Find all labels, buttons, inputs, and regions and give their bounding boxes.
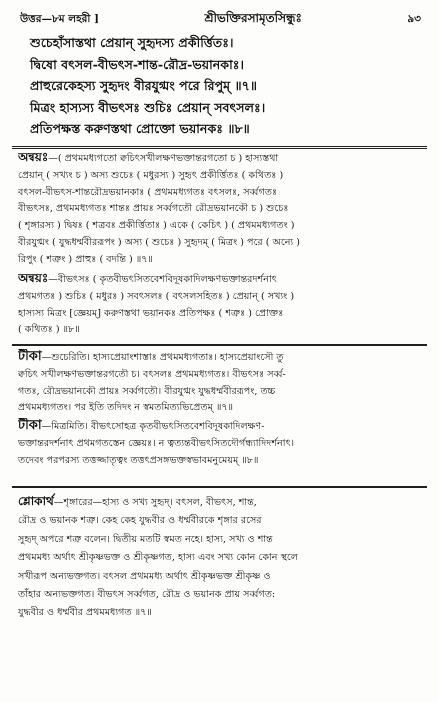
text-line: —বীভৎসঃ ( কৃতবীভৎসিতবেশবিদূষকাদিলক্ষণভক্তান্তরদর্শনাৎ (48, 274, 277, 285)
tika-section-1 (18, 349, 425, 417)
page-header (20, 10, 421, 28)
text-line: প্রথমমধ্য অর্থাৎ শ্রীকৃষ্ণভক্ত ও শ্রীকৃষ্ণগত, হাস্য এবং সখ্য কোন কোন স্থলে (18, 552, 298, 564)
text-line: বৎসল-বীভৎস-শান্তরৌদ্রভয়ানকাঃ ( প্রথমমধ্যগতঃ বৎসলঃ, সর্ব্বগতঃ (18, 186, 278, 198)
anvaya-section-1 (18, 149, 425, 269)
anvaya-section-2 (18, 270, 425, 339)
text-line: রৌদ্র ও ভয়ানক শত্রু। কেহ কেহ যুদ্ধবীর ও ধর্ম্মবীরকে শৃঙ্গার রসের (18, 515, 262, 527)
text-line: —( প্রথমমধ্যগতো ক্বচিৎসখীলক্ষণভক্তান্তরগতো চ ) হাস্যস্তথা (48, 153, 279, 164)
text-line: প্রথমগতঃ ) শুচিঃ ( মধুরঃ ) সবৎসলঃ ( বৎসলসহিতঃ ) প্রেয়ান্ ( সখ্যং ) (18, 290, 295, 302)
verse-line: প্রাহুরেকেহস্য সুহৃদং বীরযুগ্মং পরে রিপুম্ ॥৭॥ (30, 78, 257, 93)
text-line: রিপুং ( শত্রুং ) প্রাহুঃ ( বদন্তি ) ॥৭॥ (18, 253, 153, 265)
text-line: —মিত্রমিতি। বীভৎসোহত্র কৃতবীভৎসিতবেশবিদূষকাদিলক্ষণ- (41, 421, 265, 432)
text-line: ( শৃঙ্গারস্য ) দ্বিষঃ ( শত্রবঃ প্রকীর্ত্তিতাঃ ) একে ( কেচিৎ ) ( প্রথমমধ্যগতং ) (18, 220, 295, 232)
section-label: অন্বয়ঃ (18, 271, 49, 285)
text-line: বীভৎসঃ, প্রথমমধ্যগতঃ শান্তঃ প্রায়ঃ সর্ব্বগতৌ রৌদ্রভয়ানকৌ চ ) শুচেঃ (18, 203, 289, 215)
text-line: সুহৃদ্ অপরে শত্রু বলেন। দ্বিতীয় মতটি স্বমত নহে। হাস্য, সখ্য ও শান্ত (18, 533, 273, 545)
text-line: গতঃ, রৌদ্রভয়ানকৌ প্রায়ঃ সর্ব্বগতৌ। বীরযুগ্মং যুদ্ধধর্ম্মবীররূপং, তচ্চ (18, 385, 276, 397)
text-line: সখীরূপ অন্যভক্তগত। বৎসল প্রথমমধ্য অর্থাৎ শ্রীকৃষ্ণভক্ত শ্রীকৃষ্ণ ও (18, 570, 271, 582)
section-label: টীকা (18, 349, 42, 364)
text-line: যুদ্ধবীর ও ধর্ম্মবীর প্রথমমধ্যগত ॥৭॥ (18, 607, 152, 619)
text-line: প্রথমমধ্যগতং। পর ইতি তদিদং ন স্বমতমিত্যভিপ্রেতম্ ॥৭॥ (18, 402, 234, 414)
shlokartha-section (18, 492, 425, 623)
book-title: শ্রীভক্তিরসামৃতসিন্ধুঃ (204, 11, 302, 25)
verse-line: শুচেহাঁসাস্তথা প্রেয়ান্ সুহৃদস্য প্রকীর্ত্তিতঃ। (30, 35, 234, 50)
verse-line: প্রতিপক্ষস্ত করুণস্তথা প্রোক্তো ভয়ানকঃ ॥৮॥ (30, 121, 250, 136)
text-line: হাস্যস্য মিত্রং [জ্ঞেয়ম্] করুণস্তথা ভয়ানকঃ প্রতিপক্ষঃ ( শত্রুঃ ) প্রোক্তঃ (18, 307, 284, 319)
text-line: বীরযুগ্মং ( যুদ্ধধর্ম্মবীররূপং ) অস্য ( শুচেঃ ) সুহৃদম্ ( মিত্রং ) পরে ( অন্যে ) (18, 236, 301, 248)
tika-section-2 (18, 418, 425, 469)
text-line: —শুচেরিতি। হাস্যপ্রেয়াংশাস্তাঃ প্রথমমধ্যগতাঃ। হাস্যপ্রেয়াংসৌ তু (41, 352, 284, 363)
text-line: তাঁহার অন্যভক্তগত। বীভৎস সর্ব্বগত, রৌদ্র ও ভয়ানক প্রায় সর্ব্বগত: (18, 589, 276, 601)
verse-line: মিত্রং হাস্যস্য বীভৎসঃ শুচিঃ প্রেয়ান্ সবৎসলঃ। (30, 99, 266, 115)
divider (12, 486, 427, 488)
section-label: অন্বয়ঃ (18, 150, 49, 164)
text-line: ভক্তান্তরদর্শনাৎ প্রথমগতস্তেন জ্ঞেয়ঃ। ন ত্বত্যন্তবীভৎসিতদৌর্গন্ধ্যাদিদর্শনাৎ। (18, 437, 295, 449)
text-line: ( কথিতঃ ) ॥৮॥ (18, 324, 80, 336)
section-label: শ্লোকার্থ (18, 494, 54, 508)
page-number: ৯৩ (407, 13, 421, 25)
section-label: টীকা (18, 418, 42, 433)
verse-line: দ্বিষো বৎসল-বীভৎস-শান্ত-রৌদ্র-ভয়ানকাঃ। (30, 56, 244, 72)
verse-block (30, 32, 429, 140)
text-line: তদেবং পরপরস্য তত্তজ্জাতৃত্বং তত্তৎপ্রসঙ্গভক্তস্বভাবমনুমেয়ম্ ॥৮॥ (18, 454, 259, 466)
divider (12, 344, 427, 346)
text-line: ক্বচিৎ সখীলক্ষণভক্তান্তরগতৌ চ। বৎসলঃ প্রথমমধ্যগতঃ। বীভৎসঃ সর্ব্ব- (18, 368, 286, 380)
chapter-reference: উত্তর—৮ম লহরী ] (20, 13, 100, 25)
text-line: —শৃঙ্গারের—হাস্য ও সখ্য সুহৃদ্। বৎসল, বীভৎস, শান্ত, (53, 497, 257, 508)
text-line: প্রেয়ান্ ( সখ্যং চ ) অস্য শুচেঃ ( মধুরস্য ) সুহৃৎ প্রকীর্ত্তিতঃ ( কথিতঃ ) (18, 169, 284, 181)
